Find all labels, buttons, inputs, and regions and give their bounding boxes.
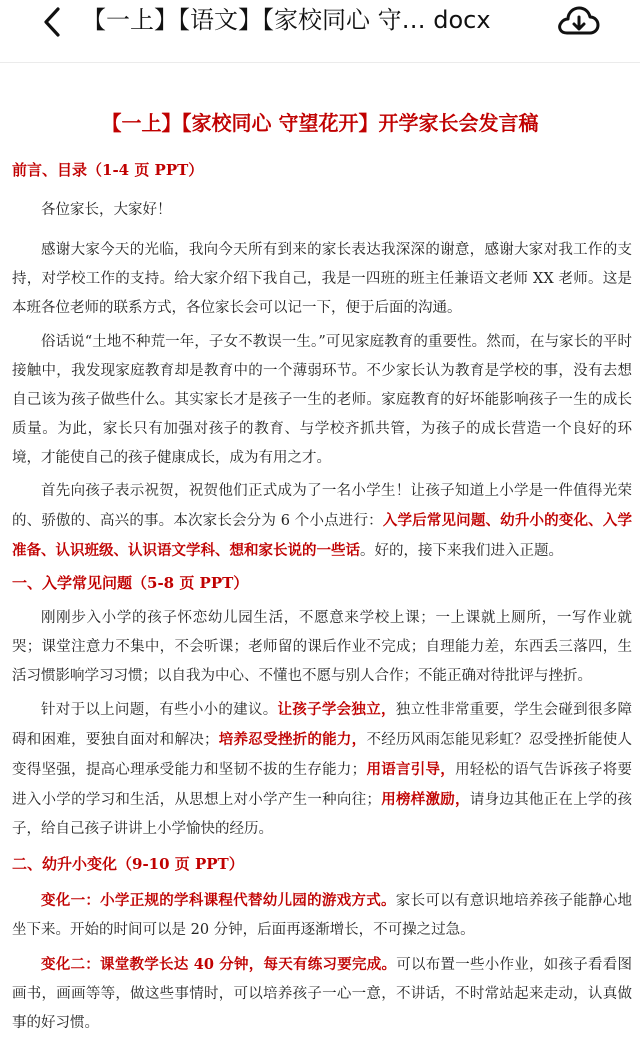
advice-highlight-4: 用榜样激励， — [380, 791, 470, 808]
chevron-left-icon — [36, 4, 72, 40]
paragraph-intro — [12, 477, 632, 566]
change-2-text: 可以布置一些小作业，如孩子看看图画书，画画等等，做这些事情时，可以培养孩子一心一意，不讲话，不时常站起来走动，认真做事的好习惯。 — [12, 957, 633, 1031]
header-divider — [0, 62, 640, 63]
paragraph-change-1 — [12, 886, 632, 945]
back-button[interactable] — [36, 4, 72, 40]
advice-highlight-3: 用语言引导， — [366, 761, 456, 778]
change-1-highlight: 变化一：小学正规的学科课程代替幼儿园的游戏方式。 — [41, 892, 396, 909]
advice-text-d: 用轻松的语气告诉孩子将要进入小学的学习和生活，从思想上对小学产生一种向往； — [12, 762, 633, 808]
section-2-heading: 二、幼升小变化（9-10 页 PPT） — [12, 855, 244, 873]
app-header — [0, 0, 640, 46]
intro-highlight: 入学后常见问题、幼升小的变化、入学准备、认识班级、认识语文学科、想和家长说的一些话 — [12, 512, 632, 559]
cloud-download-icon — [556, 2, 600, 40]
advice-text-b: 独立性非常重要，学生会碰到很多障碍和困难，要独自面对和解决； — [12, 702, 633, 748]
paragraph-problems: 刚刚步入小学的孩子怀恋幼儿园生活，不愿意来学校上课；一上课就上厕所，一写作业就哭；课堂注意力不集中，不会听课；老师留的课后作业不完成；自理能力差，东西丢三落四，生活习惯影响学习习惯；以自我为中心、不懂也不愿与别人合作；不能正确对待批评与挫折。 — [12, 610, 632, 684]
section-1-heading: 一、入学常见问题（5-8 页 PPT） — [12, 574, 249, 592]
document-heading: 【一上】【家校同心 守望花开】开学家长会发言稿 — [101, 111, 539, 135]
section-preface-heading: 前言、目录（1-4 页 PPT） — [12, 161, 204, 179]
paragraph-advice — [12, 695, 632, 844]
intro-text-a: 首先向孩子表示祝贺，祝贺他们正式成为了一名小学生！让孩子知道上小学是一件值得光荣的、骄傲的、高兴的事。本次家长会分为 6 个小点进行： — [12, 483, 632, 529]
cloud-download-button[interactable] — [556, 2, 600, 40]
advice-highlight-2: 培养忍受挫折的能力， — [218, 731, 367, 748]
advice-text-e: 请身边其他正在上学的孩子，给自己孩子讲讲上小学愉快的经历。 — [12, 792, 633, 837]
advice-text-a: 针对于以上问题，有些小小的建议。 — [41, 702, 278, 718]
change-1-text: 家长可以有意识地培养孩子能静心地坐下来。开始的时间可以是 20 分钟，后面再逐渐增长，不可操之过急。 — [12, 893, 633, 938]
document-body[interactable] — [0, 64, 640, 1031]
intro-text-b: 。好的，接下来我们进入正题。 — [360, 543, 563, 559]
advice-text-c: 不经历风雨怎能见彩虹？忍受挫折能使人变得坚强，提高心理承受能力和坚韧不拔的生存能力； — [12, 732, 633, 778]
paragraph-proverb: 俗话说“土地不种荒一年，子女不教误一生。”可见家庭教育的重要性。然而，在与家长的平时接触中，我发现家庭教育却是教育中的一个薄弱环节。不少家长认为教育是学校的事，没有去想自己该为孩子做些什么。其实家长才是孩子一生的老师。家庭教育的好坏能影响孩子一生的成长质量。为此，家长只有加强对孩子的教育、与学校齐抓共管，为孩子的成长营造一个良好的环境，才能使自己的孩子健康成长，成为有用之才。 — [12, 334, 632, 466]
paragraph-change-2 — [12, 950, 632, 1038]
paragraph-thanks: 感谢大家今天的光临，我向今天所有到来的家长表达我深深的谢意，感谢大家对我工作的支持，对学校工作的支持。给大家介绍下我自己，我是一四班的班主任兼语文老师 XX 老师。这是本班各位老师的联系方式，各位家长会可以记一下，便于后面的沟通。 — [12, 242, 632, 316]
change-2-highlight: 变化二：课堂教学长达 40 分钟，每天有练习要完成。 — [41, 956, 397, 973]
advice-highlight-1: 让孩子学会独立， — [277, 701, 396, 718]
paragraph-greeting: 各位家长，大家好！ — [41, 202, 172, 218]
document-title: 【一上】【语文】【家校同心 守… docx — [82, 6, 491, 34]
